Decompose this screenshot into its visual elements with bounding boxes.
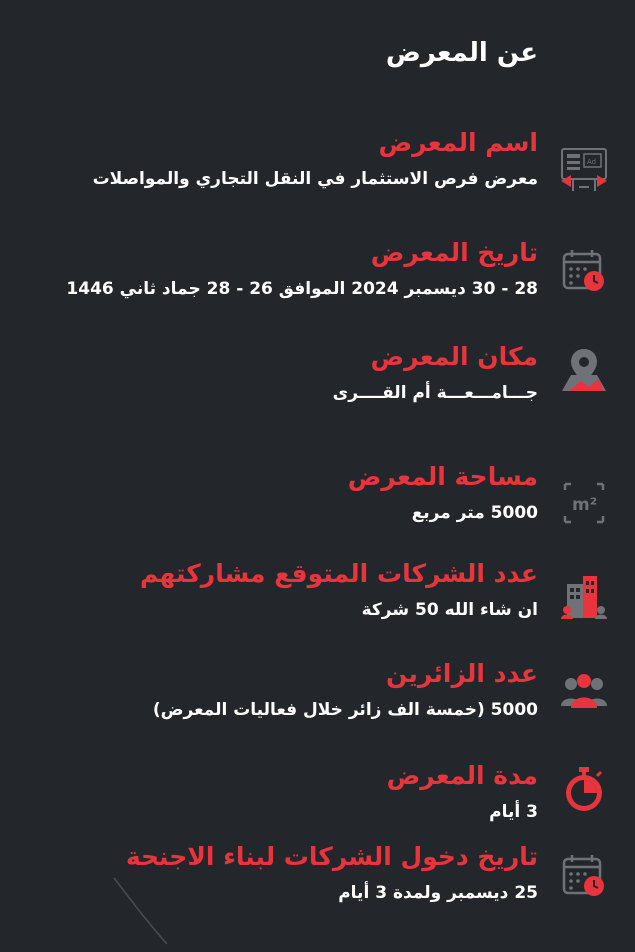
info-item-exhibition-duration [387,759,538,825]
info-item-exhibition-name [93,126,538,192]
info-item-visitors-count [153,657,538,723]
stopwatch-icon [559,764,609,814]
info-item-value: معرض فرص الاستثمار في النقل التجاري والمواصلات [92,169,538,189]
info-item-expected-companies [140,557,538,623]
info-item-value: 25 ديسمبر ولمدة 3 أيام [338,883,538,903]
info-item-exhibition-area [348,460,538,526]
info-item-value: 3 أيام [489,802,538,822]
info-item-label: مكان المعرض [370,342,538,371]
info-item-exhibition-date [66,236,538,302]
info-item-exhibition-location [333,340,538,406]
info-item-pavilion-build-date [126,840,538,906]
calendar-clock-icon [559,850,609,900]
companies-buildings-icon [559,572,609,622]
info-item-label: عدد الشركات المتوقع مشاركتهم [139,559,538,588]
visitors-group-icon [559,668,609,718]
info-item-label: اسم المعرض [378,128,538,157]
info-item-value: 28 - 30 ديسمبر 2024 الموافق 26 - 28 جماد ثاني 1446 [66,279,538,299]
square-meter-icon [559,478,609,528]
info-item-label: مدة المعرض [386,761,538,790]
section-title: عن المعرض [385,38,538,68]
info-item-label: تاريخ المعرض [370,238,538,267]
svg-text:m²: m² [572,495,598,515]
map-pin-icon [559,345,609,395]
info-item-value: 5000 (خمسة الف زائر خلال فعاليات المعرض) [152,700,538,720]
info-item-label: عدد الزائرين [386,659,538,688]
billboard-ad-icon [559,145,609,195]
info-item-value: 5000 متر مربع [411,503,538,523]
info-item-value: ان شاء الله 50 شركة [361,600,538,620]
info-item-label: تاريخ دخول الشركات لبناء الاجنحة [125,842,538,871]
calendar-clock-icon [559,245,609,295]
info-item-value: جـــامـــعـــة أم القــــرى [332,383,538,403]
info-item-label: مساحة المعرض [347,462,538,491]
svg-text:Ad: Ad [587,158,597,166]
decorative-curve [112,876,172,946]
